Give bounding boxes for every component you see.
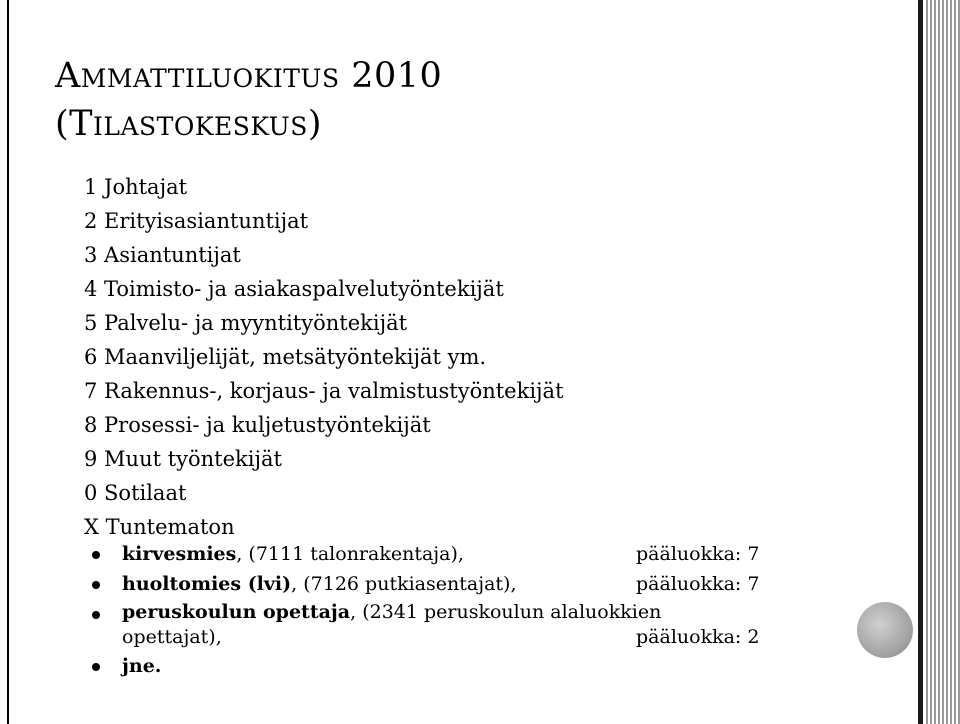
decorative-stripes	[926, 0, 960, 724]
example-occupation: jne.	[122, 655, 162, 677]
list-item: X Tuntematon	[84, 515, 235, 539]
list-item: 7 Rakennus-, korjaus- ja valmistustyöntekijät	[84, 379, 564, 403]
list-item: 2 Erityisasiantuntijat	[84, 209, 309, 233]
example-class: pääluokka: 7	[636, 573, 760, 595]
example-class: pääluokka: 2	[636, 626, 760, 648]
example-occupation: kirvesmies	[122, 543, 237, 565]
list-item: 3 Asiantuntijat	[84, 243, 241, 267]
title-line-2: (Tilastokeskus)	[55, 104, 323, 144]
example-item	[92, 651, 812, 681]
list-item: 6 Maanviljelijät, metsätyöntekijät ym.	[84, 345, 487, 369]
title-line-1: Ammattiluokitus 2010	[55, 56, 443, 96]
example-occupation: peruskoulun opettaja	[122, 601, 351, 623]
example-item	[92, 569, 812, 599]
example-item	[92, 539, 812, 569]
list-item: 9 Muut työntekijät	[84, 447, 282, 471]
list-item: 1 Johtajat	[84, 175, 188, 199]
occupation-class-list	[84, 170, 564, 544]
slide-title	[55, 52, 442, 148]
left-frame-line	[7, 0, 9, 724]
example-detail: , (7126 putkiasentajat),	[291, 573, 517, 595]
decorative-circle	[857, 602, 913, 658]
bullet-icon	[92, 581, 100, 589]
bullet-icon	[92, 663, 100, 671]
example-class: pääluokka: 7	[636, 543, 760, 565]
bullet-icon	[92, 611, 100, 619]
right-frame-line	[918, 0, 923, 724]
example-detail-continued: opettajat),	[122, 626, 222, 648]
example-detail: , (2341 peruskoulun alaluokkien	[350, 601, 662, 623]
list-item: 5 Palvelu- ja myyntityöntekijät	[84, 311, 408, 335]
example-detail: , (7111 talonrakentaja),	[236, 543, 464, 565]
example-list	[92, 539, 812, 681]
list-item: 4 Toimisto- ja asiakaspalvelutyöntekijät	[84, 277, 504, 301]
bullet-icon	[92, 551, 100, 559]
list-item: 0 Sotilaat	[84, 481, 187, 505]
example-occupation: huoltomies (lvi)	[122, 573, 292, 595]
example-item	[92, 599, 812, 651]
list-item: 8 Prosessi- ja kuljetustyöntekijät	[84, 413, 431, 437]
